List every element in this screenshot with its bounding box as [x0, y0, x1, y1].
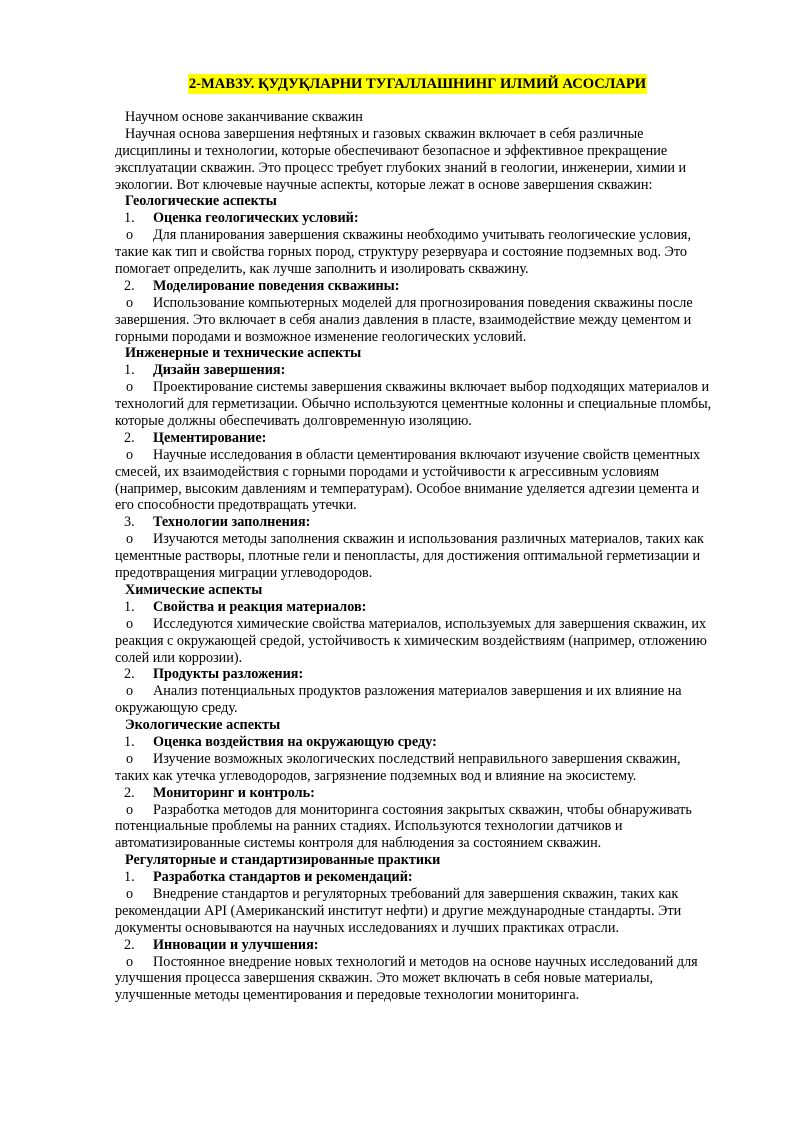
bullet-text: Для планирования завершения скважины необходимо учитывать геологические условия, [153, 227, 691, 244]
continuation-line: таких как утечка углеводородов, загрязнение подземных вод и влияние на экосистему. [115, 767, 637, 784]
item-title: Свойства и реакция материалов: [153, 598, 367, 615]
section-heading: Инженерные и технические аспекты [125, 345, 362, 362]
continuation-line: смесей, их взаимодействия с горными породами и устойчивости к агрессивным условиям [115, 463, 660, 480]
item-number: 1. [124, 362, 135, 379]
item-number: 1. [124, 869, 135, 886]
bullet-text: Анализ потенциальных продуктов разложения материалов завершения и их влияние на [153, 683, 682, 700]
bullet-marker: o [126, 227, 134, 244]
item-number: 2. [124, 277, 135, 294]
bullet-text: Научные исследования в области цементирования включают изучение свойств цементных [153, 446, 701, 463]
numbered-item [115, 278, 745, 295]
continuation-line: автоматизированные системы контроля для наблюдения за состоянием скважин. [115, 835, 602, 852]
document-title: 2-МАВЗУ. ҚУДУҚЛАРНИ ТУГАЛЛАШНИНГ ИЛМИЙ АСОСЛАРИ [188, 76, 647, 92]
continuation-line: помогает определить, как лучше заполнить и изолировать скважину. [115, 261, 529, 278]
item-number: 2. [124, 784, 135, 801]
continuation-line: горными породами и возможное изменение геологических условий. [115, 328, 527, 345]
intro-line: экологии. Вот ключевые научные аспекты, которые лежат в основе завершения скважин: [115, 176, 653, 193]
bullet-marker: o [126, 531, 134, 548]
numbered-item [115, 734, 745, 751]
numbered-item [115, 785, 745, 802]
continuation-line: цементные растворы, плотные гели и пенопласты, для достижения оптимальной герметизации и [115, 548, 701, 565]
bullet-marker: o [126, 885, 134, 902]
continuation-line: потенциальные проблемы на ранних стадиях. Используются технологии датчиков и [115, 818, 623, 835]
bullet-line [115, 227, 745, 244]
intro-line: эксплуатации скважин. Это процесс требует глубоких знаний в геологии, инженерии, химии и [115, 159, 687, 176]
item-number: 3. [124, 514, 135, 531]
continuation-line: реакция с окружающей средой, устойчивость к химическим воздействиям (например, отложению [115, 632, 707, 649]
item-title: Технологии заполнения: [153, 514, 311, 531]
bullet-marker: o [126, 683, 134, 700]
bullet-marker: o [126, 379, 134, 396]
item-title: Оценка геологических условий: [153, 210, 359, 227]
section-heading: Химические аспекты [125, 581, 263, 598]
section-heading: Экологические аспекты [125, 717, 281, 734]
bullet-marker: o [126, 615, 134, 632]
bullet-line [115, 616, 745, 633]
numbered-item [115, 869, 745, 886]
document-body [115, 109, 745, 1004]
continuation-line: предотвращения миграции углеводородов. [115, 565, 373, 582]
bullet-line [115, 379, 745, 396]
bullet-line [115, 295, 745, 312]
bullet-marker: o [126, 294, 134, 311]
bullet-line [115, 954, 745, 971]
bullet-marker: o [126, 953, 134, 970]
title-row [0, 74, 800, 94]
bullet-line [115, 886, 745, 903]
continuation-line: улучшения процесса завершения скважин. Это может включать в себя новые материалы, [115, 970, 654, 987]
bullet-marker: o [126, 801, 134, 818]
bullet-text: Разработка методов для мониторинга состояния закрытых скважин, чтобы обнаруживать [153, 801, 692, 818]
intro-line: дисциплины и технологии, которые обеспечивают безопасное и эффективное прекращение [115, 142, 668, 159]
item-number: 2. [124, 666, 135, 683]
numbered-item [115, 937, 745, 954]
section-heading: Геологические аспекты [125, 193, 277, 210]
continuation-line: которые должны обеспечивать долговременную изоляцию. [115, 413, 472, 430]
item-title: Разработка стандартов и рекомендаций: [153, 869, 413, 886]
item-number: 1. [124, 598, 135, 615]
item-title: Продукты разложения: [153, 666, 304, 683]
bullet-marker: o [126, 750, 134, 767]
item-number: 1. [124, 733, 135, 750]
item-title: Моделирование поведения скважины: [153, 277, 400, 294]
numbered-item [115, 666, 745, 683]
bullet-line [115, 531, 745, 548]
bullet-text: Изучаются методы заполнения скважин и использования различных материалов, таких как [153, 531, 704, 548]
bullet-line [115, 683, 745, 700]
bullet-text: Постоянное внедрение новых технологий и методов на основе научных исследований для [153, 953, 698, 970]
item-title: Мониторинг и контроль: [153, 784, 315, 801]
numbered-item [115, 514, 745, 531]
intro-line: Научная основа завершения нефтяных и газовых скважин включает в себя различные [125, 125, 644, 142]
continuation-line: технологий для герметизации. Обычно используются цементные колонны и специальные пломбы, [115, 396, 712, 413]
item-number: 1. [124, 210, 135, 227]
continuation-line: его способности предотвращать утечки. [115, 497, 357, 514]
bullet-line [115, 447, 745, 464]
bullet-marker: o [126, 446, 134, 463]
numbered-item [115, 430, 745, 447]
item-title: Инновации и улучшения: [153, 936, 319, 953]
bullet-text: Проектирование системы завершения скважины включает выбор подходящих материалов и [153, 379, 710, 396]
bullet-text: Исследуются химические свойства материалов, используемых для завершения скважин, их [153, 615, 707, 632]
continuation-line: рекомендации API (Американский институт нефти) и другие международные стандарты. Эти [115, 902, 682, 919]
bullet-text: Использование компьютерных моделей для прогнозирования поведения скважины после [153, 294, 693, 311]
section-heading: Регуляторные и стандартизированные практики [125, 852, 441, 869]
continuation-line: улучшенные методы цементирования и передовые технологии мониторинга. [115, 987, 580, 1004]
item-title: Цементирование: [153, 429, 267, 446]
bullet-line [115, 802, 745, 819]
numbered-item [115, 362, 745, 379]
sections-container [115, 193, 745, 1004]
bullet-text: Изучение возможных экологических последствий неправильного завершения скважин, [153, 750, 681, 767]
intro-heading: Научном основе заканчивание скважин [125, 109, 363, 125]
continuation-line: такие как тип и свойства горных пород, структуру резервуара и состояние подземных вод. Это [115, 244, 688, 261]
bullet-text: Внедрение стандартов и регуляторных требований для завершения скважин, таких как [153, 885, 679, 902]
item-title: Оценка воздействия на окружающую среду: [153, 733, 437, 750]
bullet-line [115, 751, 745, 768]
item-number: 2. [124, 936, 135, 953]
continuation-line: солей или коррозии). [115, 649, 243, 666]
continuation-line: документы основываются на научных исследованиях и лучших практиках отрасли. [115, 919, 620, 936]
numbered-item [115, 599, 745, 616]
continuation-line: окружающую среду. [115, 700, 238, 717]
continuation-line: (например, высоким давлениям и температурам). Особое внимание уделяется адгезии цемента и [115, 480, 700, 497]
numbered-item [115, 210, 745, 227]
item-title: Дизайн завершения: [153, 362, 286, 379]
continuation-line: завершения. Это включает в себя анализ давления в пласте, взаимодействие между цементом и [115, 311, 692, 328]
item-number: 2. [124, 429, 135, 446]
